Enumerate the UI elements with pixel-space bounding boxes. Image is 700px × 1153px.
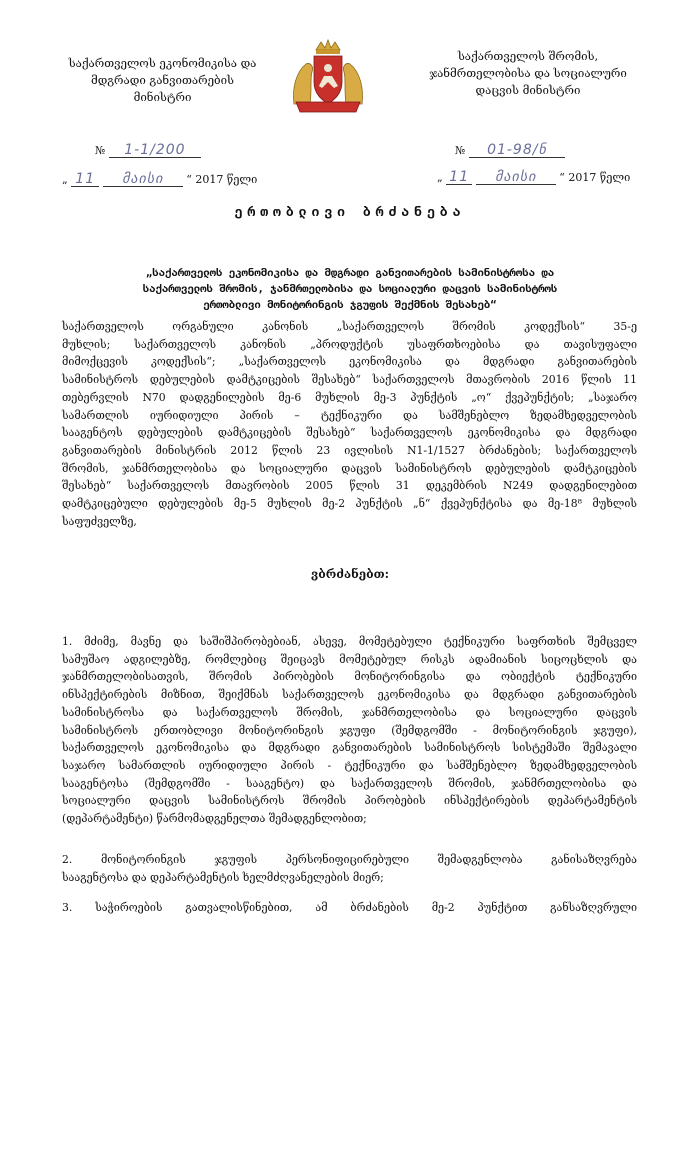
paragraph-line: სააგენტოსა (შემდგომში - სააგენტო) და საქართველოს შრომის, ჯანმრთელობისა და: [62, 776, 637, 790]
right-year: “ 2017 წელი: [559, 171, 631, 184]
paragraph-line: სამინისტროს ერთობლივი მონიტორინგის ჯგუფი (შემდგომში - მონიტორინგის ჯგუფი),: [62, 723, 637, 737]
paragraph-2: [62, 851, 637, 886]
open-quote: „: [437, 171, 443, 184]
number-sign: №: [455, 144, 466, 157]
paragraph-line: 2. მონიტორინგის ჯგუფის პერსონიფიცირებული შემადგენლობა განისაზღვრება: [62, 853, 637, 866]
right-ministry-line: ჯანმრთელობისა და სოციალური: [429, 66, 627, 80]
number-sign: №: [95, 144, 106, 157]
preamble-line: განვითარების მინისტრის 2012 წლის 23 ივლისის N1-1/1527 ბრძანების; საქართველოს: [62, 443, 637, 457]
paragraph-line: ჯანმრთელობისათვის, შრომის პირობების მონიტორინგისა და ობიექტის ტექნიკური: [62, 670, 637, 684]
paragraph-line: სამუშაო ადგილებზე, რომლებიც შეიცავს მომეტებულ რისკს ადამიანის სიცოცხლის და: [62, 652, 637, 666]
paragraph-line: (დეპარტამენტი) წარმომადგენელთა შემადგენლობით;: [62, 812, 367, 826]
paragraph-1: [62, 633, 637, 828]
coat-of-arms-icon: [288, 38, 368, 114]
left-ministry-header: [55, 55, 270, 106]
right-registration-number: [455, 143, 565, 158]
right-ministry-header: [418, 48, 638, 99]
paragraph-line: სამინისტროსა და საქართველოს შრომის, ჯანმრთელობისა და სოციალური დაცვის: [62, 705, 637, 719]
paragraph-line: სააგენტოსა და დეპარტამენტის ხელმძღვანელების მიერ;: [62, 870, 384, 884]
preamble: [62, 318, 637, 530]
preamble-line: სამინისტროს დებულების დამტკიცების შესახებ“ საქართველოს მთავრობის 2016 წლის 11: [62, 373, 637, 387]
preamble-line: შრომის, ჯანმრთელობისა და სოციალური დაცვის სამინისტროს დებულების დამტკიცების: [62, 461, 637, 475]
document-subject: [60, 265, 640, 313]
right-day: 11: [446, 170, 472, 185]
right-month: მაისი: [476, 170, 556, 185]
preamble-line: საქართველოს ორგანული კანონის „საქართველოს შრომის კოდექსის“ 35-ე: [62, 320, 637, 333]
preamble-line: მუხლის; საქართველოს კანონის „პროდუქტის უსაფრთხოებისა და თავისუფალი: [62, 337, 637, 351]
paragraph-line: სოციალური დაცვის სამინისტროს შრომის პირობების ინსპექტირების დეპარტამენტის: [62, 794, 637, 808]
paragraph-line: საქართველოს ეკონომიკისა და მდგრადი განვითარების სამინისტროს სისტემაში შემავალი: [62, 741, 637, 755]
preamble-line: მიმოქცევის კოდექსის“; „საქართველოს ეკონომიკისა და მდგრადი განვითარების: [62, 355, 637, 369]
right-order-number: 01-98/ნ: [469, 143, 565, 158]
subject-line: ერთობლივი მონიტორინგის ჯგუფის შექმნის შესახებ“: [203, 299, 497, 311]
open-quote: „: [62, 173, 68, 186]
right-ministry-line: საქართველოს შრომის,: [457, 49, 599, 63]
left-registration-date: [62, 172, 257, 187]
left-day: 11: [71, 172, 99, 187]
right-ministry-line: დაცვის მინისტრი: [475, 83, 581, 97]
left-order-number: 1-1/200: [109, 143, 201, 158]
subject-line: „საქართველოს ეკონომიკისა და მდგრადი განვითარების სამინისტროსა და: [145, 267, 555, 279]
left-registration-number: [95, 143, 201, 158]
preamble-line: სამართლის იურიდიული პირის – ტექნიკური და სამშენებლო ზედამხედველობის: [62, 408, 637, 422]
preamble-line: საფუძველზე,: [62, 514, 137, 528]
paragraph-line: ინსპექტირების მიზნით, შეიქმნას საქართველოს ეკონომიკისა და მდგრადი განვითარების: [62, 688, 637, 702]
paragraph-line: საჯარო სამართლის იურიდიული პირის - ტექნიკური და სამშენებლო ზედამხედველობის: [62, 758, 637, 772]
paragraph-3: [62, 899, 637, 917]
preamble-line: თებერვლის N70 დადგენილების მე-6 მუხლის მე-3 პუნქტის „ო“ ქვეპუნქტის; „საჯარო: [62, 390, 637, 404]
paragraph-line: 1. მძიმე, მავნე და საშიშპირობებიან, ასევე, მომეტებული ტექნიკური საფრთხის შემცველ: [62, 635, 637, 648]
left-month: მაისი: [103, 172, 183, 187]
subject-line: საქართველოს შრომის, ჯანმრთელობისა და სოციალური დაცვის სამინისტროს: [142, 283, 558, 295]
preamble-line: დამტკიცებული დებულების მე-5 მუხლის მე-2 პუნქტის „ნ“ ქვეპუნქტისა და მე-18⁸ მუხლის: [62, 497, 637, 511]
left-year: “ 2017 წელი: [186, 173, 258, 186]
left-ministry-line: მდგრადი განვითარების: [90, 73, 235, 87]
preamble-line: შესახებ“ საქართველოს მთავრობის 2005 წლის 31 დეკემბრის N249 დადგენილებით: [62, 479, 637, 493]
left-ministry-line: საქართველოს ეკონომიკისა და: [68, 56, 257, 70]
document-title: ერთობლივი ბრძანება: [234, 205, 466, 220]
preamble-line: სააგენტოს დებულების დამტკიცების შესახებ“ საქართველოს ეკონომიკისა და მდგრადი: [62, 426, 637, 440]
paragraph-line: 3. საჭიროების გათვალისწინებით, ამ ბრძანების მე-2 პუნქტით განსაზღვრული: [62, 901, 637, 914]
decree-word: ვბრძანებთ:: [310, 567, 390, 581]
right-registration-date: [437, 170, 630, 185]
left-ministry-line: მინისტრი: [133, 90, 192, 104]
